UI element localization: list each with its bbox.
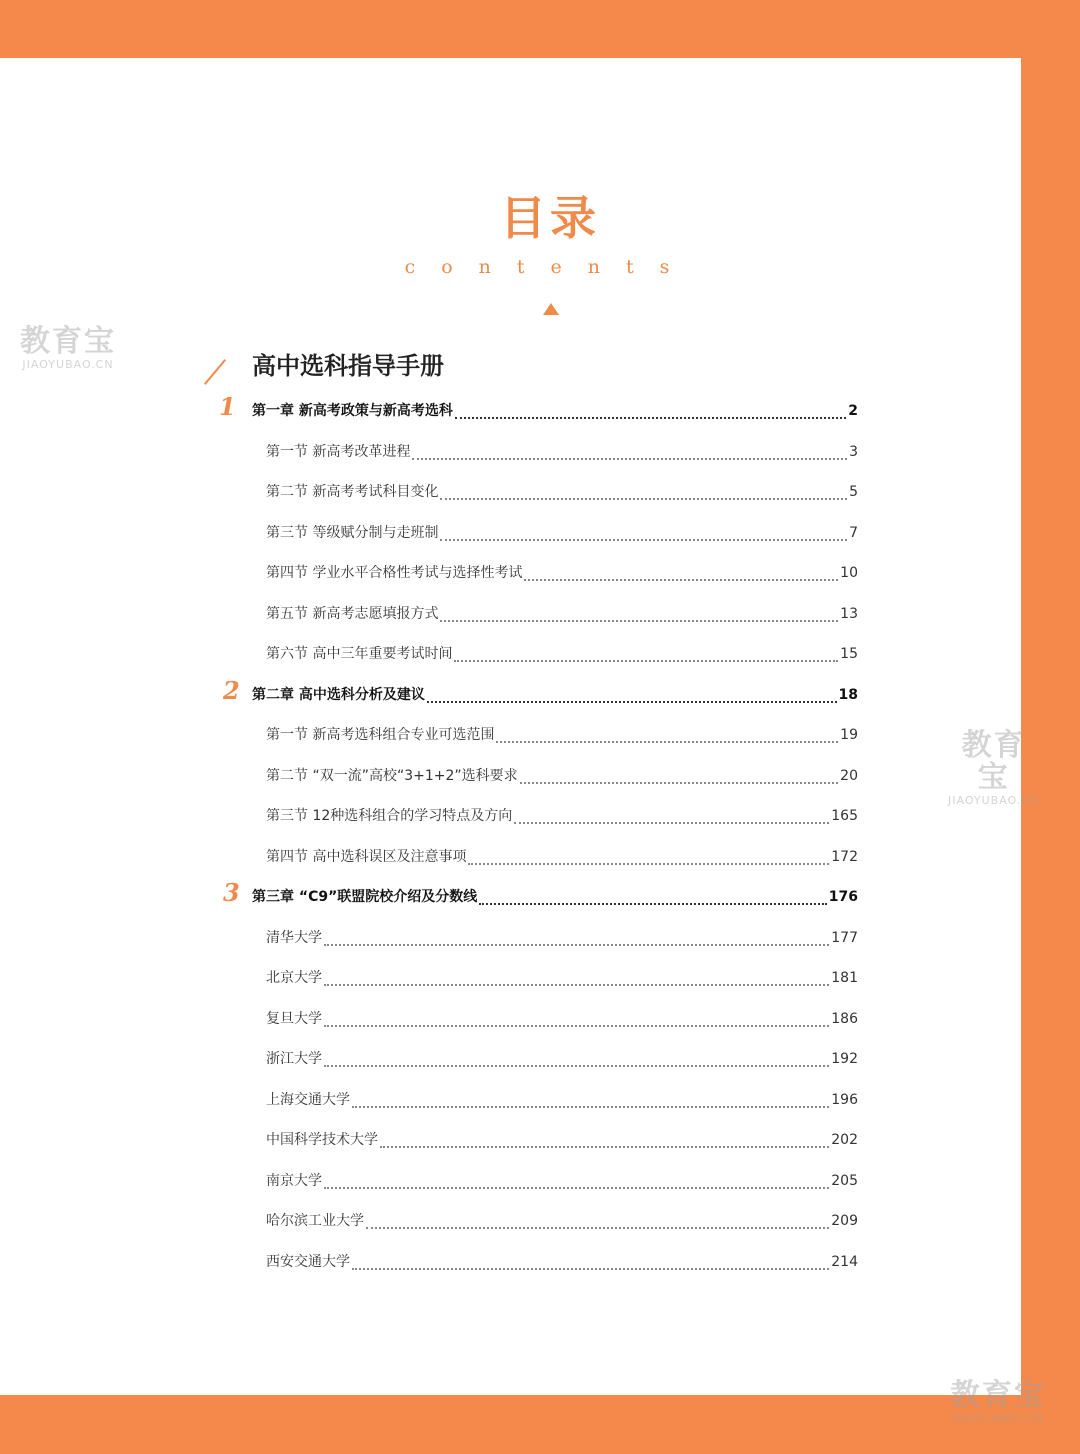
toc-section-label: 第四节 高中选科误区及注意事项 (266, 848, 467, 865)
dot-leader (468, 855, 829, 865)
dot-leader (324, 976, 829, 986)
slash-icon (204, 359, 226, 385)
dot-leader (440, 612, 838, 622)
toc-section-label: 第二节 “双一流”高校“3+1+2”选科要求 (266, 767, 518, 784)
toc-section-label: 第一节 新高考选科组合专业可选范围 (266, 727, 495, 743)
toc-section-row[interactable] (266, 805, 858, 827)
toc-section-row[interactable] (266, 441, 858, 463)
toc-section-row[interactable] (266, 1089, 858, 1111)
toc-page-number: 172 (831, 848, 858, 865)
toc-section-label: 第四节 学业水平合格性考试与选择性考试 (266, 565, 523, 581)
toc-chapter-label: 第三章 “C9”联盟院校介绍及分数线 (252, 889, 478, 905)
toc-section-label: 第一节 新高考改革进程 (266, 443, 411, 460)
dot-leader (352, 1098, 829, 1108)
toc-chapter-label: 第二章 高中选科分析及建议 (252, 686, 425, 703)
dot-leader (412, 450, 847, 460)
toc-section-row[interactable] (266, 603, 858, 625)
toc-section-row[interactable] (266, 643, 858, 665)
toc-page-number: 2 (848, 403, 858, 419)
toc-page-number: 5 (849, 484, 858, 500)
dot-leader (324, 936, 829, 946)
toc-chapter-row[interactable] (252, 684, 858, 706)
toc-section-label: 第五节 新高考志愿填报方式 (266, 605, 439, 622)
page-title: 目录 (500, 191, 600, 245)
toc-page-number: 192 (831, 1051, 858, 1067)
toc-page-number: 205 (831, 1172, 858, 1189)
toc-page-number: 15 (840, 646, 858, 662)
dot-leader (440, 490, 847, 500)
triangle-icon (543, 303, 559, 315)
toc-section-label: 第六节 高中三年重要考试时间 (266, 646, 453, 662)
dot-leader (352, 1260, 829, 1270)
toc-section-label: 第三节 等级赋分制与走班制 (266, 524, 439, 541)
toc-section-label: 北京大学 (266, 970, 322, 986)
dot-leader (455, 409, 846, 419)
chapter-number: 3 (223, 878, 240, 907)
toc-page-number: 176 (828, 889, 858, 905)
toc-chapter-row[interactable] (252, 886, 858, 908)
toc-section-row[interactable] (266, 967, 858, 989)
toc-page-number: 19 (840, 727, 858, 743)
toc-section-label: 中国科学技术大学 (266, 1132, 378, 1148)
chapter-number: 2 (223, 675, 240, 705)
toc-section-label: 南京大学 (266, 1172, 322, 1189)
toc-section-label: 上海交通大学 (266, 1091, 350, 1108)
toc-section-row[interactable] (266, 724, 858, 746)
toc-section-label: 哈尔滨工业大学 (266, 1213, 364, 1229)
toc-section-row[interactable] (266, 1170, 858, 1192)
chapter-number: 1 (219, 392, 236, 421)
toc-section-row[interactable] (266, 1008, 858, 1030)
toc-page-number: 209 (831, 1213, 858, 1229)
toc-section-label: 西安交通大学 (266, 1253, 350, 1270)
toc-page-number: 202 (831, 1132, 858, 1148)
toc-section-row[interactable] (266, 1048, 858, 1070)
dot-leader (479, 895, 826, 905)
toc-page-number: 214 (831, 1253, 858, 1270)
toc-section-row[interactable] (266, 846, 858, 868)
dot-leader (380, 1138, 829, 1148)
toc-page-number: 196 (831, 1091, 858, 1108)
dot-leader (440, 531, 847, 541)
toc-page-number: 7 (849, 524, 858, 541)
toc-page-number: 3 (849, 443, 858, 460)
dot-leader (524, 571, 838, 581)
toc-page-number: 10 (840, 565, 858, 581)
toc-section-label: 清华大学 (266, 929, 322, 946)
book-title: 高中选科指导手册 (252, 352, 444, 380)
dot-leader (520, 774, 839, 784)
toc-section-row[interactable] (266, 562, 858, 584)
toc-section-row[interactable] (266, 1129, 858, 1151)
toc-page-number: 20 (840, 767, 858, 784)
dot-leader (324, 1179, 829, 1189)
dot-leader (324, 1057, 829, 1067)
toc-section-label: 复旦大学 (266, 1010, 322, 1027)
toc-page-number: 165 (831, 808, 858, 824)
toc-page-number: 18 (838, 686, 858, 703)
toc-page-number: 186 (831, 1010, 858, 1027)
page-subtitle: contents (404, 256, 696, 278)
toc-section-row[interactable] (266, 1210, 858, 1232)
dot-leader (427, 693, 837, 703)
toc-section-label: 浙江大学 (266, 1051, 322, 1067)
dot-leader (454, 652, 838, 662)
watermark-logo: 教育宝 JIAOYUBAO.CN (20, 324, 116, 371)
toc-section-row[interactable] (266, 522, 858, 544)
dot-leader (514, 814, 829, 824)
dot-leader (366, 1219, 829, 1229)
dot-leader (496, 733, 838, 743)
toc-page-number: 13 (840, 605, 858, 622)
toc-section-row[interactable] (266, 765, 858, 787)
toc-section-row[interactable] (266, 481, 858, 503)
watermark-logo: 教育宝 JIAOYUBAO.CN (948, 728, 1040, 807)
dot-leader (324, 1017, 829, 1027)
watermark-logo: 教育宝 JIAOYUBAO.CN (950, 1378, 1046, 1425)
toc-section-row[interactable] (266, 1251, 858, 1273)
toc-section-label: 第三节 12种选科组合的学习特点及方向 (266, 808, 513, 824)
toc-section-label: 第二节 新高考考试科目变化 (266, 484, 439, 500)
toc-section-row[interactable] (266, 927, 858, 949)
document-page (0, 58, 1040, 1395)
toc-page-number: 177 (831, 929, 858, 946)
toc-chapter-label: 第一章 新高考政策与新高考选科 (252, 403, 453, 419)
toc-chapter-row[interactable] (252, 400, 858, 422)
toc-page-number: 181 (831, 970, 858, 986)
